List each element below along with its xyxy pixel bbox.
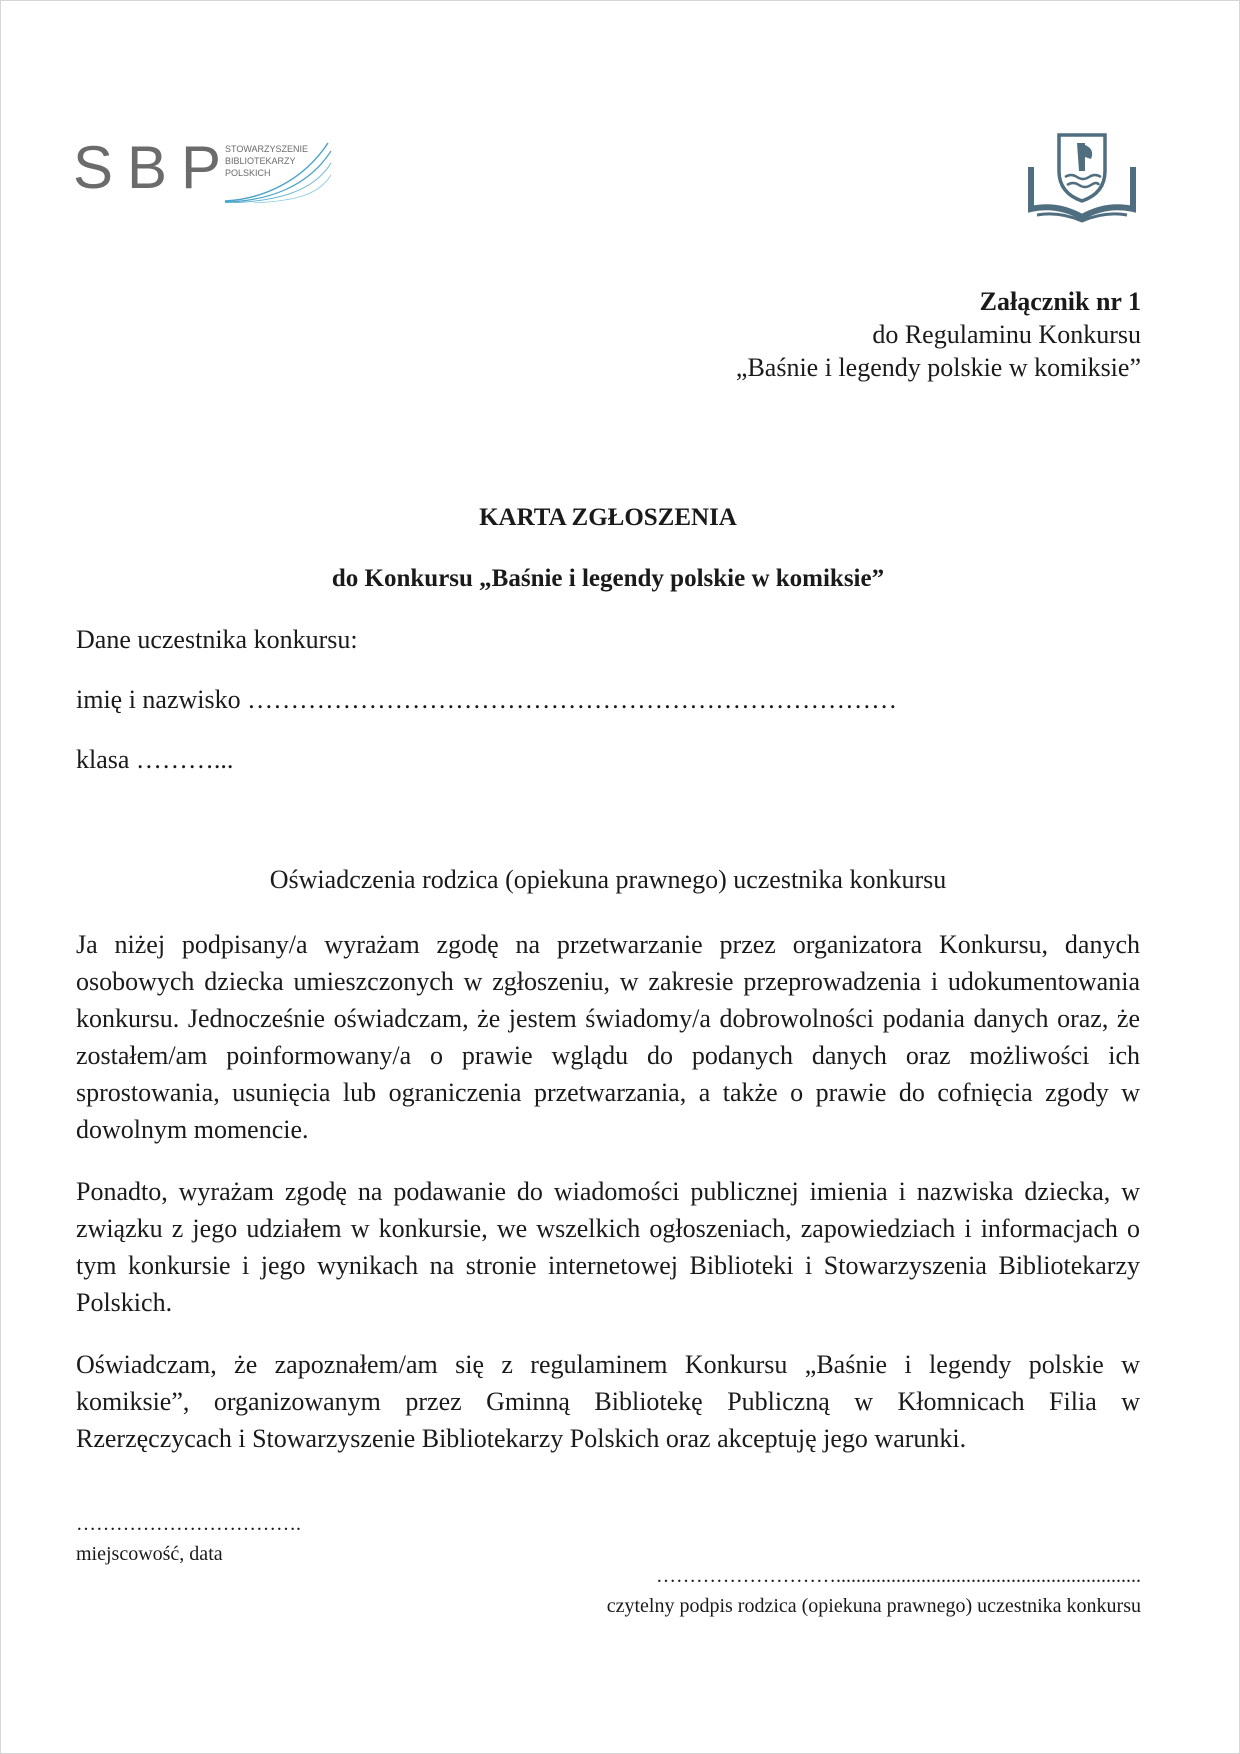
sbp-subtitle-line: STOWARZYSZENIE xyxy=(225,144,309,154)
statement-consent-data: Ja niżej podpisany/a wyrażam zgodę na przetwarzanie przez organizatora Konkursu, danych osobowych dziecka umieszczonych w zgłoszeniu, w zakresie przeprowadzenia i udokumentowania konkursu. Jednocześnie oświadczam, że jestem świadomy/a dobrowolności podania danych oraz, że zostałem/am poinformowany/a o prawie wglądu do podanych danych oraz możliwości ich sprostowania, usunięcia lub ograniczenia przetwarzania, a także o prawie do cofnięcia zgody w dowolnym momencie. xyxy=(76,930,1140,1144)
sbp-subtitle-line: BIBLIOTEKARZY xyxy=(225,156,296,166)
place-date-dots: ……………………………. xyxy=(76,1513,301,1535)
sbp-logo-letters: SBP xyxy=(73,134,236,201)
class-field: klasa ………... xyxy=(76,745,234,774)
annex-block xyxy=(736,285,1141,384)
place-date-signature xyxy=(76,1509,301,1569)
annex-contest-name: „Baśnie i legendy polskie w komiksie” xyxy=(735,353,1141,382)
parent-signature-dots: ………………………............................................................. xyxy=(656,1565,1141,1587)
statement-consent-publication: Ponadto, wyrażam zgodę na podawanie do wiadomości publicznej imienia i nazwiska dziecka, w związku z jego udziałem w konkursie, we wszelkich ogłoszeniach, zapowiedziach i informacjach o tym konkursie i jego wynikach na stronie internetowej Biblioteki i Stowarzyszenia Bibliotekarzy Polskich. xyxy=(76,1177,1140,1317)
parent-signature xyxy=(607,1561,1141,1621)
statement-regulation-accepted: Oświadczam, że zapoznałem/am się z regulaminem Konkursu „Baśnie i legendy polskie w komiksie”, organizowanym przez Gminną Bibliotekę Publiczną w Kłomnicach Filia w Rzerzęczycach i Stowarzyszenie Bibliotekarzy Polskich oraz akceptuję jego warunki. xyxy=(76,1350,1140,1453)
annex-regulation: do Regulaminu Konkursu xyxy=(872,320,1141,349)
parent-signature-label: czytelny podpis rodzica (opiekuna prawnego) uczestnika konkursu xyxy=(606,1595,1141,1617)
statements-title: Oświadczenia rodzica (opiekuna prawnego) uczestnika konkursu xyxy=(269,865,947,894)
sbp-logo xyxy=(73,134,333,209)
annex-number: Załącznik nr 1 xyxy=(979,287,1141,316)
library-crest-icon xyxy=(1027,131,1137,223)
form-title: KARTA ZGŁOSZENIA xyxy=(479,504,737,531)
sbp-subtitle-line: POLSKICH xyxy=(225,168,271,178)
participant-data-header: Dane uczestnika konkursu: xyxy=(76,625,358,654)
form-subtitle: do Konkursu „Baśnie i legendy polskie w komiksie” xyxy=(331,565,885,592)
sbp-logo-subtitle xyxy=(225,143,335,179)
place-date-label: miejscowość, data xyxy=(76,1543,223,1565)
name-field: imię i nazwisko ………………………………………………………………… xyxy=(76,685,898,714)
